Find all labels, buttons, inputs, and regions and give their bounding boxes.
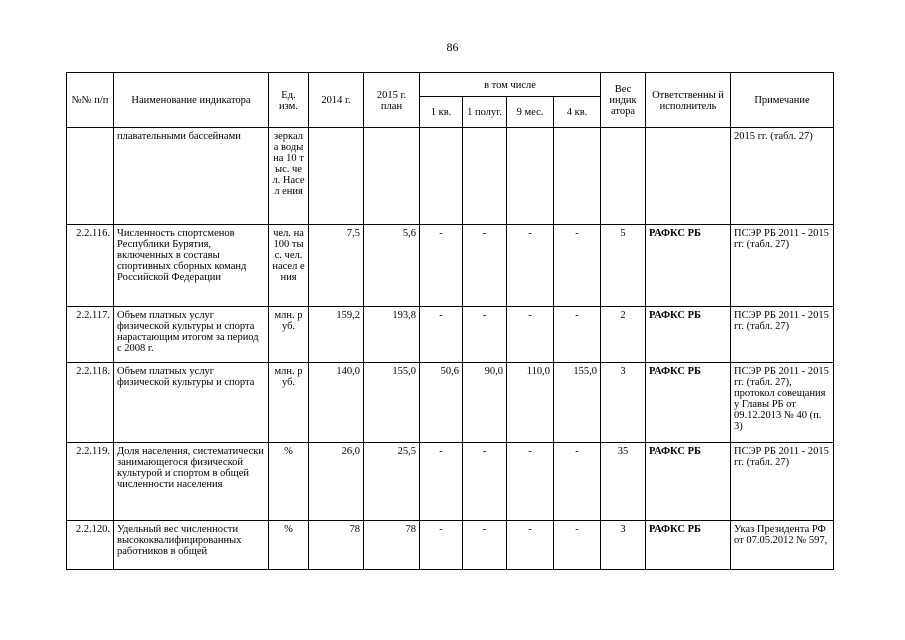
row-2015: 5,6 — [364, 225, 420, 307]
row-2014: 26,0 — [309, 443, 364, 521]
row-2015: 193,8 — [364, 307, 420, 363]
row-name: Объем платных услуг физической культуры и спорта нарастающим итогом за период с 2008 г. — [114, 307, 269, 363]
header-responsible: Ответственны й исполнитель — [646, 73, 731, 128]
header-q1: 1 кв. — [420, 97, 463, 128]
row-q4: - — [554, 307, 601, 363]
row-name: Численность спортсменов Республики Бурятия, включенных в составы спортивных сборных команд Российской Федерации — [114, 225, 269, 307]
row-9-months: - — [507, 443, 554, 521]
table-row — [67, 521, 834, 570]
table-row — [67, 225, 834, 307]
row-9-months: - — [507, 521, 554, 570]
row-unit: зеркал а воды на 10 тыс. чел. Насел ения — [269, 128, 309, 225]
table-row — [67, 128, 834, 225]
row-weight: 3 — [601, 363, 646, 443]
row-responsible: РАФКС РБ — [646, 521, 731, 570]
header-including: в том числе — [420, 73, 601, 97]
row-q4: - — [554, 443, 601, 521]
table-row — [67, 363, 834, 443]
row-name: Объем платных услуг физической культуры и спорта — [114, 363, 269, 443]
row-name: плавательными бассейнами — [114, 128, 269, 225]
row-half-year: - — [463, 521, 507, 570]
row-2014: 159,2 — [309, 307, 364, 363]
row-weight: 35 — [601, 443, 646, 521]
row-responsible: РАФКС РБ — [646, 225, 731, 307]
row-name: Доля населения, систематически занимающегося физической культурой и спортом в общей численности населения — [114, 443, 269, 521]
row-responsible — [646, 128, 731, 225]
table-row — [67, 443, 834, 521]
row-code: 2.2.118. — [67, 363, 114, 443]
row-q4: 155,0 — [554, 363, 601, 443]
row-code — [67, 128, 114, 225]
row-q1 — [420, 128, 463, 225]
indicator-table — [66, 72, 834, 570]
row-2014: 140,0 — [309, 363, 364, 443]
row-half-year: - — [463, 307, 507, 363]
row-note: ПСЭР РБ 2011 - 2015 гг. (табл. 27), протокол совещания у Главы РБ от 09.12.2013 № 40 (п. 3) — [731, 363, 834, 443]
row-note: 2015 гг. (табл. 27) — [731, 128, 834, 225]
row-2014: 78 — [309, 521, 364, 570]
header-q4: 4 кв. — [554, 97, 601, 128]
row-9-months — [507, 128, 554, 225]
header-9-months: 9 мес. — [507, 97, 554, 128]
row-q4: - — [554, 521, 601, 570]
row-unit: % — [269, 521, 309, 570]
row-weight: 5 — [601, 225, 646, 307]
row-code: 2.2.116. — [67, 225, 114, 307]
row-q1: - — [420, 307, 463, 363]
row-q1: 50,6 — [420, 363, 463, 443]
row-9-months: 110,0 — [507, 363, 554, 443]
header-half-year: 1 полуг. — [463, 97, 507, 128]
row-half-year: - — [463, 225, 507, 307]
page-number: 86 — [446, 40, 459, 54]
row-q1: - — [420, 521, 463, 570]
row-responsible: РАФКС РБ — [646, 443, 731, 521]
row-note: ПСЭР РБ 2011 - 2015 гг. (табл. 27) — [731, 443, 834, 521]
row-note: ПСЭР РБ 2011 - 2015 гг. (табл. 27) — [731, 225, 834, 307]
row-2014: 7,5 — [309, 225, 364, 307]
table-row — [67, 307, 834, 363]
row-weight: 2 — [601, 307, 646, 363]
row-2015 — [364, 128, 420, 225]
row-q4: - — [554, 225, 601, 307]
row-note: ПСЭР РБ 2011 - 2015 гг. (табл. 27) — [731, 307, 834, 363]
row-note: Указ Президента РФ от 07.05.2012 № 597, — [731, 521, 834, 570]
row-weight — [601, 128, 646, 225]
row-half-year: 90,0 — [463, 363, 507, 443]
row-2015: 78 — [364, 521, 420, 570]
row-unit: % — [269, 443, 309, 521]
row-half-year — [463, 128, 507, 225]
row-q1: - — [420, 443, 463, 521]
row-unit: чел. на 100 тыс. чел. насел ения — [269, 225, 309, 307]
row-2015: 25,5 — [364, 443, 420, 521]
row-code: 2.2.117. — [67, 307, 114, 363]
header-num: №№ п/п — [67, 73, 114, 128]
row-responsible: РАФКС РБ — [646, 307, 731, 363]
header-name: Наименование индикатора — [114, 73, 269, 128]
row-9-months: - — [507, 307, 554, 363]
header-2014: 2014 г. — [309, 73, 364, 128]
row-9-months: - — [507, 225, 554, 307]
row-code: 2.2.120. — [67, 521, 114, 570]
header-2015-plan: 2015 г. план — [364, 73, 420, 128]
row-half-year: - — [463, 443, 507, 521]
row-code: 2.2.119. — [67, 443, 114, 521]
row-q4 — [554, 128, 601, 225]
row-q1: - — [420, 225, 463, 307]
row-weight: 3 — [601, 521, 646, 570]
header-unit: Ед. изм. — [269, 73, 309, 128]
row-unit: млн. руб. — [269, 363, 309, 443]
row-name: Удельный вес численности высококвалифицированных работников в общей — [114, 521, 269, 570]
row-2015: 155,0 — [364, 363, 420, 443]
row-2014 — [309, 128, 364, 225]
row-unit: млн. руб. — [269, 307, 309, 363]
header-note: Примечание — [731, 73, 834, 128]
header-weight: Вес индик атора — [601, 73, 646, 128]
row-responsible: РАФКС РБ — [646, 363, 731, 443]
